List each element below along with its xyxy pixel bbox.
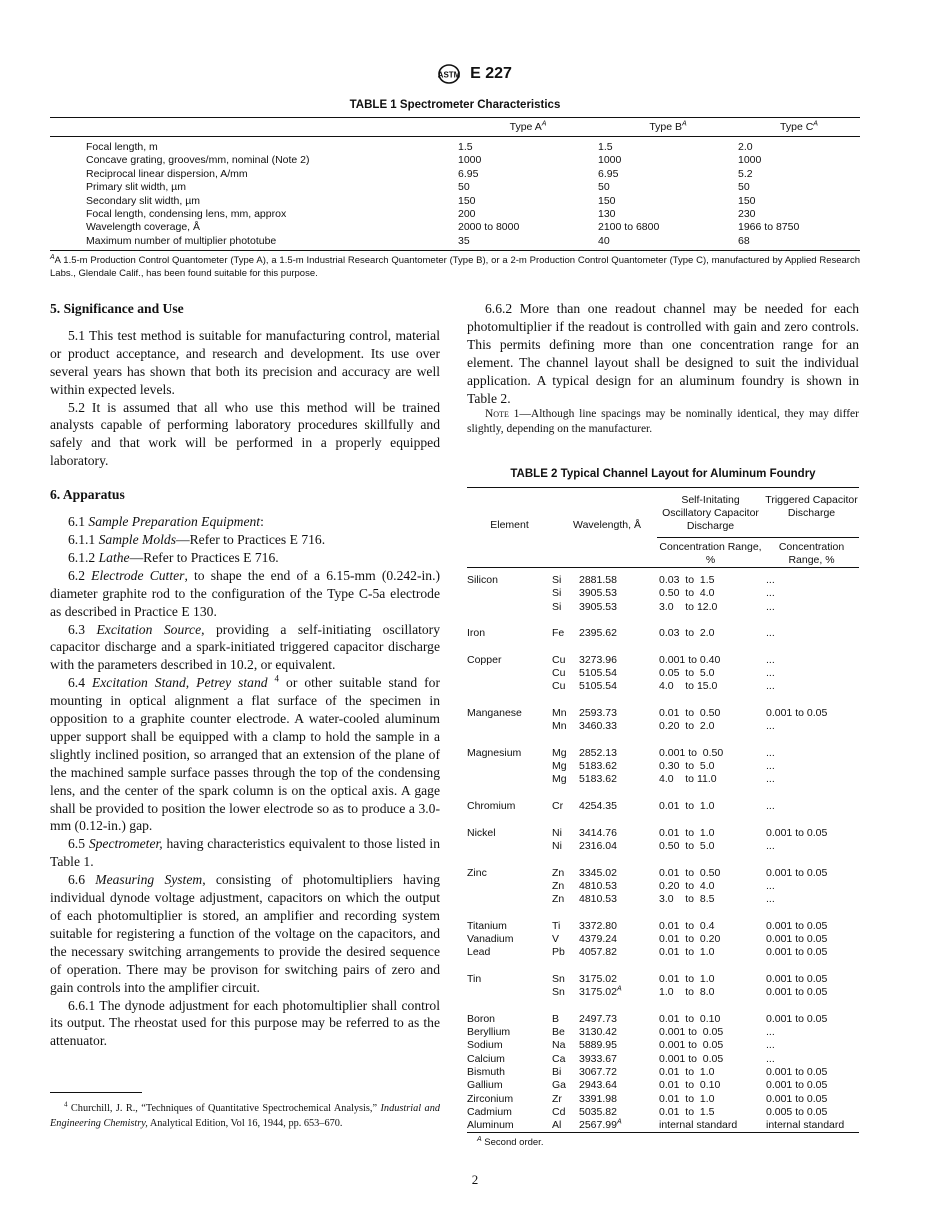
range-self-initiating: 0.20 to 4.0 [659,879,715,892]
element-symbol: Si [552,574,562,586]
table-cell: Primary slit width, µm [86,181,186,194]
range-self-initiating: 0.01 to 0.50 [659,706,721,719]
element-symbol: B [552,1012,560,1025]
range-self-initiating: 0.001 to 0.05 [659,1026,724,1039]
table-cell: Focal length, m [86,141,158,153]
table-cell: 200 [458,207,476,220]
head-conc-range-1: Concentration Range, % [659,541,762,566]
table-cell: 130 [598,207,616,220]
element-name [467,840,552,853]
para-6-4: 6.4 Excitation Stand, Petrey stand $^4$ or other suitable stand for mounting in optical alignment a flat surface of the specimen in opposition to a graphite counter electrode. A water-cooled aluminum upper support shall be equipped with a clamp to hold the sample in a slightly inclined position, so arranged that an extension of the plane of the machined sample surface passes through the top of the condensing lens, and the center of the spark column is on the optical axis. A gage shall be provided to position the lower electrode so as to produce a 3.0-mm (0.12-in.) gap. [50,673,441,834]
table-cell: Maximum number of multiplier phototube [86,234,277,247]
section-6-heading: 6. Apparatus [50,487,125,503]
element-symbol: Ca [552,1052,566,1065]
range-triggered: 0.001 to 0.05 [766,826,828,839]
table-row [467,680,859,693]
designation: E 227 [470,65,512,82]
wavelength: 5105.54 [579,680,617,693]
range-triggered: ... [766,653,775,666]
para-6-1-1: 6.1.1 Sample Molds—Refer to Practices E 716. [68,531,326,547]
range-self-initiating: 0.01 to 0.20 [659,933,721,946]
table-2-footnote: $^A$ Second order. [477,1136,544,1149]
wavelength: $2567.99^A$ [579,1118,622,1132]
range-self-initiating: 0.01 to 0.4 [659,919,715,932]
range-self-initiating: 4.0 to 11.0 [659,773,717,786]
table-row [467,840,859,853]
table-row [467,827,859,840]
table-row [467,920,859,933]
wavelength: 2852.13 [579,746,617,759]
element-name [467,667,552,680]
range-triggered: ... [766,760,775,773]
range-self-initiating: 1.0 to 8.0 [659,986,715,999]
element-symbol: Mg [552,760,567,773]
element-symbol: Fe [552,627,565,640]
table-row [467,1013,859,1026]
range-self-initiating: 0.01 to 0.10 [659,1012,721,1025]
element-symbol: V [552,933,560,946]
table-2-header [467,487,859,568]
astm-logo-icon [438,64,460,84]
element-name: Aluminum [467,1119,514,1132]
table-row [467,760,859,773]
table-2-caption: TABLE 2 Typical Channel Layout for Aluminum Foundry [510,468,816,480]
element-symbol: Be [552,1026,565,1039]
head-element: Element [490,519,529,531]
table-cell: 68 [738,234,750,247]
range-self-initiating: internal standard [659,1119,738,1132]
range-triggered: 0.001 to 0.05 [766,866,828,879]
table-row [50,208,860,221]
para-6-2: 6.2 Electrode Cutter, to shape the end of a 6.15-mm (0.242-in.) diameter graphite rod to the configuration of the Type C-5a electrode as described in Practice E 130. [50,567,440,619]
element-symbol: Na [552,1039,566,1052]
element-symbol: Zn [552,879,565,892]
table-row [467,654,859,667]
wavelength: 4810.53 [579,879,617,892]
table-2 [467,468,859,1148]
range-self-initiating: 0.01 to 1.0 [659,826,715,839]
range-self-initiating: 0.03 to 1.5 [659,574,715,586]
element-symbol: Ni [552,826,562,839]
element-symbol: Zn [552,866,565,879]
element-name [467,587,552,600]
table-row [467,893,859,906]
element-symbol: Mn [552,720,567,733]
table-cell: 1000 [738,154,762,167]
element-name [467,986,552,999]
table-row [467,773,859,786]
table-cell: 150 [738,194,756,207]
table-cell: 2.0 [738,141,753,153]
wavelength: 3391.98 [579,1092,617,1105]
element-symbol: Ga [552,1079,567,1092]
table-cell: 6.95 [598,167,619,180]
table-cell: 2000 to 8000 [458,221,520,234]
element-name: Calcium [467,1052,505,1065]
range-self-initiating: 3.0 to 8.5 [659,893,715,906]
table-row [467,933,859,946]
table-row [467,973,859,986]
col-type-b: Type $B^A$ [649,120,687,133]
wavelength: 3175.02 [579,972,617,985]
element-symbol: Bi [552,1065,562,1078]
range-triggered: 0.001 to 0.05 [766,972,828,985]
range-self-initiating: 0.01 to 1.0 [659,800,715,813]
para-6-1-2: 6.1.2 Lathe—Refer to Practices E 716. [68,549,279,565]
element-symbol: Si [552,587,562,600]
range-self-initiating: 0.001 to 0.05 [659,1052,724,1065]
table-row [467,667,859,680]
element-name [467,720,552,733]
table-row [50,154,860,167]
table-2-body [467,568,859,1133]
element-symbol: Cu [552,653,566,666]
table-cell: 1.5 [458,141,473,153]
table-row [50,181,860,194]
range-triggered: 0.005 to 0.05 [766,1105,828,1118]
element-name: Zinc [467,866,487,879]
range-triggered: ... [766,800,775,813]
col-type-a: Type $A^A$ [509,120,547,133]
wavelength: 4810.53 [579,893,617,906]
element-symbol: Mg [552,746,567,759]
element-symbol: Ti [552,919,561,932]
range-triggered: ... [766,746,775,759]
table-row [50,168,860,181]
element-name: Magnesium [467,746,522,759]
table-row [467,1079,859,1092]
element-name: Titanium [467,919,507,932]
element-symbol: Ni [552,839,562,852]
wavelength: 3067.72 [579,1065,617,1078]
range-triggered: ... [766,667,775,680]
element-symbol: Cu [552,667,566,680]
element-name: Gallium [467,1079,503,1092]
element-name: Tin [467,972,482,985]
para-6-5: 6.5 Spectrometer, having characteristics equivalent to those listed in Table 1. [50,836,441,870]
table-cell: 50 [598,181,610,194]
table-row [467,1119,859,1132]
section-5-heading: 5. Significance and Use [50,301,184,316]
table-row [467,867,859,880]
range-self-initiating: 3.0 to 12.0 [659,600,718,613]
table-1-caption: TABLE 1 Spectrometer Characteristics [349,99,561,111]
range-triggered: 0.001 to 0.05 [766,919,828,932]
element-symbol: Al [552,1119,562,1132]
element-name: Bismuth [467,1065,505,1078]
table-cell: 1966 to 8750 [738,221,800,234]
range-triggered: 0.001 to 0.05 [766,933,828,946]
table-cell: Concave grating, grooves/mm, nominal (Note 2) [86,154,310,167]
element-symbol: Cd [552,1105,566,1118]
element-name [467,601,552,614]
table-row [50,221,860,234]
range-triggered: 0.001 to 0.05 [766,1092,828,1105]
wavelength: 5035.82 [579,1105,617,1118]
element-symbol: Sn [552,986,565,999]
wavelength: 3905.53 [579,600,617,613]
page-header [0,64,950,84]
table-row [467,587,859,600]
head-self-initiating: Self-Initating Oscillatory Capacitor Discharge [662,494,759,532]
element-name: Manganese [467,706,522,719]
para-6-3: 6.3 Excitation Source, providing a self-initiating oscillatory capacitor discharge and a spark-initiated triggered capacitor discharge with the parameters described in 10.2, or equivalent. [50,621,441,673]
element-name: Iron [467,627,486,640]
wavelength: 3933.67 [579,1052,617,1065]
table-cell: 6.95 [458,167,479,180]
element-symbol: Si [552,600,562,613]
col-type-c: Type $C^A$ [780,120,818,133]
table-row [467,720,859,733]
head-wavelength: Wavelength, Å [573,519,641,531]
range-self-initiating: 4.0 to 15.0 [659,680,718,693]
svg-text:ASTM: ASTM [438,70,461,80]
range-self-initiating: 0.01 to 1.0 [659,1092,715,1105]
range-triggered: ... [766,587,775,600]
range-self-initiating: 0.001 to 0.50 [659,746,724,759]
element-name [467,880,552,893]
table-row [467,707,859,720]
range-self-initiating: 0.01 to 0.10 [659,1079,721,1092]
range-triggered: 0.001 to 0.05 [766,1079,828,1092]
table-1-header [50,118,860,137]
footnote-4: $^4$ Churchill, J. R., “Techniques of Quantitative Spectrochemical Analysis,” Industrial and Engineering Chemistry, Analytical Edition, Vol 16, 1944, pp. 653–670. [50,1092,440,1131]
range-triggered: ... [766,1052,775,1065]
range-triggered: internal standard [766,1119,845,1132]
element-name [467,760,552,773]
para-6-1: 6.1 Sample Preparation Equipment: [68,514,264,530]
range-triggered: ... [766,839,775,852]
table-row [467,1053,859,1066]
range-triggered: ... [766,600,775,613]
table-cell: 2100 to 6800 [598,221,660,234]
table-cell: 5.2 [738,167,753,180]
wavelength: 3460.33 [579,720,617,733]
head-triggered: Triggered Capacitor Discharge [765,494,858,519]
para-6-6: 6.6 Measuring System, consisting of photomultipliers having individual dynode voltage adjustment, capacitors on which the output of each photomultiplier is stored, an amplifier and recording system suitable for registering a function of the voltage on the capacitors, and the necessary switching arrangements to provide the desired sequence of operation. There may be provison for switching pairs of zero and gain controls into the amplifier circuit. [50,872,440,995]
range-triggered: ... [766,574,775,586]
table-1-footnote: $^A$A 1.5-m Production Control Quantometer (Type A), a 1.5-m Industrial Research Quantometer (Type B), or a 2-m Production Control Quantometer (Type C), manufactured by Applied Research Labs., Glendale Calif., has been found suitable for this purpose. [50,253,860,280]
head-conc-range-2: Concentration Range, % [778,541,845,566]
range-self-initiating: 0.05 to 5.0 [659,667,715,680]
range-self-initiating: 0.50 to 4.0 [659,587,715,600]
table-row [50,195,860,208]
range-self-initiating: 0.01 to 1.0 [659,1065,715,1078]
wavelength: 2316.04 [579,839,617,852]
wavelength: 3905.53 [579,587,617,600]
wavelength: 5183.62 [579,760,617,773]
element-name: Zirconium [467,1092,514,1105]
table-row [467,946,859,959]
range-self-initiating: 0.03 to 2.0 [659,627,715,640]
range-triggered: 0.001 to 0.05 [766,946,828,959]
table-cell: 50 [738,181,750,194]
range-self-initiating: 0.001 to 0.05 [659,1039,724,1052]
element-name: Lead [467,946,491,959]
wavelength: 2943.64 [579,1079,617,1092]
table-cell: Wavelength coverage, Å [86,221,201,234]
range-self-initiating: 0.01 to 1.5 [659,1105,715,1118]
wavelength: 3130.42 [579,1026,617,1039]
range-triggered: ... [766,1026,775,1039]
wavelength: 2497.73 [579,1012,617,1025]
table-cell: Focal length, condensing lens, mm, approx [86,207,287,220]
right-column [467,300,859,437]
table-row [467,1106,859,1119]
element-symbol: Zr [552,1092,562,1105]
wavelength: 3414.76 [579,826,617,839]
table-cell: 150 [458,194,476,207]
table-row [467,747,859,760]
range-triggered: 0.001 to 0.05 [766,1012,828,1025]
table-cell: 230 [738,207,756,220]
range-triggered: ... [766,879,775,892]
table-row [467,986,859,999]
para-5-1: 5.1 This test method is suitable for manufacturing control, material or product acceptance, and research and development. Its use over several years has shown that both its precision and accuracy are well within expected levels. [50,327,440,397]
element-name [467,893,552,906]
table-cell: 40 [598,234,610,247]
range-self-initiating: 0.01 to 1.0 [659,972,715,985]
left-column [50,300,440,1050]
table-row [467,1093,859,1106]
table-cell: 50 [458,181,470,194]
para-5-2: 5.2 It is assumed that all who use this method will be trained analysts capable of performing laboratory procedures skillfully and safely and that work will be performed in a properly equipped laboratory. [50,399,440,469]
element-symbol: Pb [552,946,565,959]
table-cell: Reciprocal linear dispersion, A/mm [86,167,248,180]
note-1: Note 1—Although line spacings may be nominally identical, they may differ slightly, depending on the manufacturer. [467,408,859,436]
element-name: Cadmium [467,1105,512,1118]
table-1-body [50,137,860,251]
table-cell: 150 [598,194,616,207]
range-self-initiating: 0.01 to 0.50 [659,866,721,879]
table-cell: 1000 [458,154,482,167]
wavelength: 4379.24 [579,933,617,946]
element-name: Chromium [467,800,516,813]
range-triggered: 0.001 to 0.05 [766,986,828,999]
table-row [467,880,859,893]
range-triggered: ... [766,1039,775,1052]
element-symbol: Mn [552,706,567,719]
page-number: 2 [471,1172,479,1187]
element-name: Silicon [467,574,498,586]
wavelength: 3372.80 [579,919,617,932]
range-triggered: ... [766,773,775,786]
table-row [467,1026,859,1039]
range-triggered: ... [766,893,775,906]
wavelength: $3175.02^A$ [579,985,622,999]
table-row [467,574,859,587]
element-symbol: Cu [552,680,566,693]
wavelength: 4057.82 [579,946,617,959]
wavelength: 3273.96 [579,653,617,666]
range-self-initiating: 0.001 to 0.40 [659,653,721,666]
range-self-initiating: 0.20 to 2.0 [659,720,715,733]
range-self-initiating: 0.50 to 5.0 [659,839,715,852]
wavelength: 2593.73 [579,706,617,719]
range-triggered: ... [766,720,775,733]
element-name: Sodium [467,1039,503,1052]
wavelength: 4254.35 [579,800,617,813]
wavelength: 3345.02 [579,866,617,879]
table-cell: 1.5 [598,141,613,153]
range-triggered: ... [766,627,775,640]
wavelength: 2395.62 [579,627,617,640]
element-name: Boron [467,1012,496,1025]
table-cell: 35 [458,234,470,247]
element-name [467,680,552,693]
table-row [467,1039,859,1052]
table-cell: Secondary slit width, µm [86,194,201,207]
element-symbol: Zn [552,893,565,906]
table-row [50,141,860,154]
range-triggered: 0.001 to 0.05 [766,706,828,719]
wavelength: 2881.58 [579,574,617,586]
table-row [467,800,859,813]
wavelength: 5105.54 [579,667,617,680]
range-triggered: 0.001 to 0.05 [766,1065,828,1078]
table-cell: 1000 [598,154,622,167]
table-row [467,627,859,640]
range-self-initiating: 0.30 to 5.0 [659,760,715,773]
element-name: Beryllium [467,1026,511,1039]
element-symbol: Mg [552,773,567,786]
table-1 [50,99,860,280]
element-name [467,773,552,786]
element-name: Nickel [467,826,496,839]
range-triggered: ... [766,680,775,693]
wavelength: 5889.95 [579,1039,617,1052]
table-row [467,1066,859,1079]
para-6-6-1: 6.6.1 The dynode adjustment for each photomultiplier shall control its output. The rheostat used for this purpose may be referred to as the attenuator. [50,997,440,1049]
element-symbol: Cr [552,800,564,813]
wavelength: 5183.62 [579,773,617,786]
range-self-initiating: 0.01 to 1.0 [659,946,715,959]
element-name: Vanadium [467,933,514,946]
element-symbol: Sn [552,972,565,985]
table-row [50,235,860,248]
element-name: Copper [467,653,502,666]
para-6-6-2: 6.6.2 More than one readout channel may be needed for each photomultiplier if the readout is controlled with gain and zero controls. This permits defining more than one concentration range for an element. The channel layout shall be designed to suit the individual application. A typical design for an aluminum foundry is shown in Table 2. [467,301,859,406]
table-row [467,601,859,614]
